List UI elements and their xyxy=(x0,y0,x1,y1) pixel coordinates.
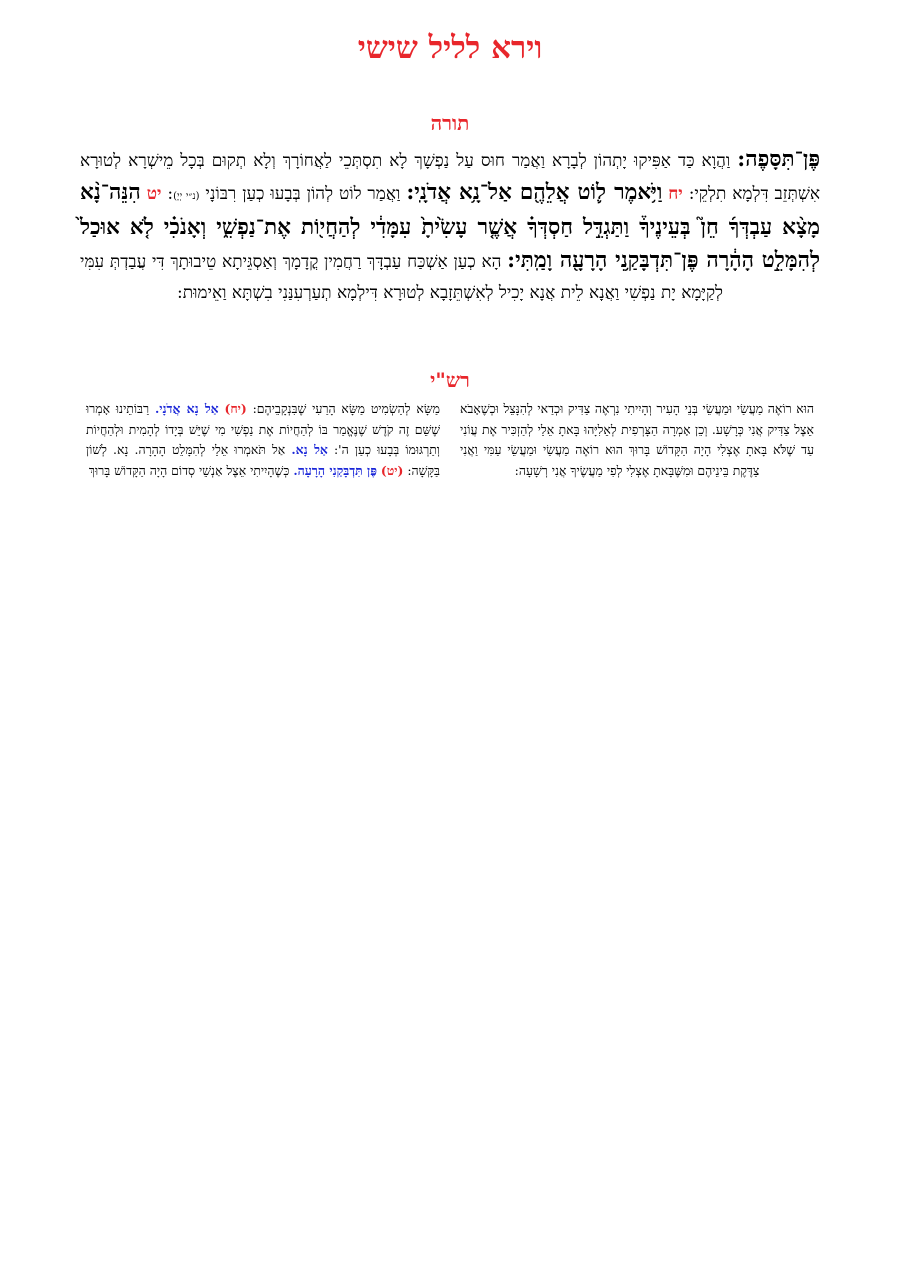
onkelos-17: וַהֲוָא כַּד אַפִּיקוּ יָתְהוֹן לְבָרָא וַאֲמַר חוּס עַל נַפְשָׁךְ לָא תִסְתְּכֵי לַאֲחוֹרָךְ וְלָא תְקוּם בְּכָל מֵישְׁרָא לְטוּרָא אִשְׁתְּזֵב דִּלְמָא תִלְקֵי: xyxy=(80,151,821,204)
onkelos-18: וַאֲמַר לוֹט לְהוֹן בְּבָעוּ כְעַן רִבּוֹנָי xyxy=(205,184,401,204)
rashi-heading: רש"י xyxy=(430,368,470,392)
torah-text xyxy=(80,144,820,309)
onkelos-18-end: : xyxy=(167,184,174,204)
rashi-commentary xyxy=(86,399,814,481)
rashi-dibbur-hamatchil: פֶּן תִּדְבָּקַנִי הָרָעָה. xyxy=(293,462,377,478)
rashi-verse-number-19: (יט) xyxy=(380,462,404,478)
verse-number-18: יח xyxy=(668,184,683,204)
verse-18: וַיֹּ֥אמֶר ל֛וֹט אֲלֵהֶ֖ם אַל־נָ֥א אֲדֹנָֽי: xyxy=(406,180,663,205)
verse-number-19: יט xyxy=(146,184,162,204)
rashi-text: כְּשֶׁהָיִיתִי אֵצֶל אַנְשֵׁי סְדוֹם הָיָה הַקָּדוֹשׁ בָּרוּךְ xyxy=(88,462,290,478)
onkelos-18-note: (נ״י יְיָ) xyxy=(173,191,200,202)
rashi-column-right xyxy=(86,399,440,481)
rashi-dibbur-hamatchil: אַל נָא. xyxy=(291,442,328,457)
rashi-column-left xyxy=(460,399,814,481)
verse-19: הִנֵּה־נָ֨א מָצָ֨א עַבְדְּךָ֜ חֵן֮ בְּעֵינֶיךָ֒ וַתַּגְדֵּ֣ל חַסְדְּךָ֗ אֲשֶׁ֤ר עָשִׂ֙יתָ֙ עִמָּדִ֔י לְהַחֲי֖וֹת אֶת־נַפְשִׁ֑י וְאָנֹכִ֗י לֹ֤א אוּכַל֙ לְהִמָּלֵ֣ט הָהָ֔רָה פֶּן־תִּדְבָּקַ֥נִי הָרָעָ֖ה וָמַֽתִּי: xyxy=(80,180,821,273)
rashi-dibbur-hamatchil: אַל נָא אֲדֹנָי. xyxy=(154,401,219,416)
rashi-verse-number-18: (יח) xyxy=(224,401,247,416)
rashi-text: מַשָּׂא לְהַשְׂמִיט מַשָּׂא הָרַעִי שֶׁבִּנְקָבֵיהֶם: xyxy=(252,401,440,416)
torah-heading: תורה xyxy=(430,111,470,135)
rashi-text: הוּא רוֹאֶה מַעֲשַׂי וּמַעֲשֵׂי בְּנֵי הָעִיר וְהָיִיתִי נִרְאֶה צַדִּיק וּכְדַאי לְהִנָּצֵל וּכְשֶׁאָבֹא אֵצֶל צַדִּיק אֲנִי כְּרָשָׁע. וְכֵן אָמְרָה הַצָּרְפִית לְאֵלִיָּהוּ בָּאתָ אֵלַי לְהַזְכִּיר אֶת עֲוֹנִי עַד שֶׁלֹּא בָּאתָ אֶצְלִי הָיָה הַקָּדוֹשׁ בָּרוּךְ הוּא רוֹאֶה מַעֲשַׂי וּמַעֲשֵׂי עַמִּי וַאֲנִי צַדֶּקֶת בֵּינֵיהֶם וּמִשֶּׁבָּאתָ אֶצְלִי לְפִי מַעֲשֶׂיךָ אֲנִי רְשָׁעָה: xyxy=(460,401,814,478)
onkelos-19: הָא כְעַן אַשְׁכַּח עַבְדָּךְ רַחֲמִין קֳדָמָךְ וְאַסְגֵּיתָא טֵיבוּתָךְ דִּי עֲבַדְתְּ עִמִּי לְקַיָּמָא יָת נַפְשִׁי וַאֲנָא לֵית אֲנָא יָכִיל לְאִשְׁתֵּזָבָא לְטוּרָא דִּילְמָא תְעַרְעִנַּנִי בִשְׁתָּא וַאֵימוּת: xyxy=(80,252,724,303)
rashi-text: רַבּוֹתֵינוּ אָמְרוּ שֶׁשֵּׁם זֶה קֹדֶשׁ שֶׁנֶּאֱמַר בּוֹ לְהַחֲיוֹת אֶת נַפְשִׁי מִי שֶׁיֵּשׁ בְּיָדוֹ לְהָמִית וּלְהַחֲיוֹת וְתַרְגּוּמוֹ בְּבָעוּ כְעַן ה': xyxy=(86,401,440,457)
page-title: וירא לליל שישי xyxy=(357,30,543,66)
rashi-text: אַל תֹּאמְרוּ אֵלַי לְהִמָּלֵט הָהָרָה. נָא. לְשׁוֹן בַּקָּשָׁה: xyxy=(86,442,440,478)
verse-17-end: פֶּן־תִּסָּפֶה: xyxy=(737,147,821,172)
